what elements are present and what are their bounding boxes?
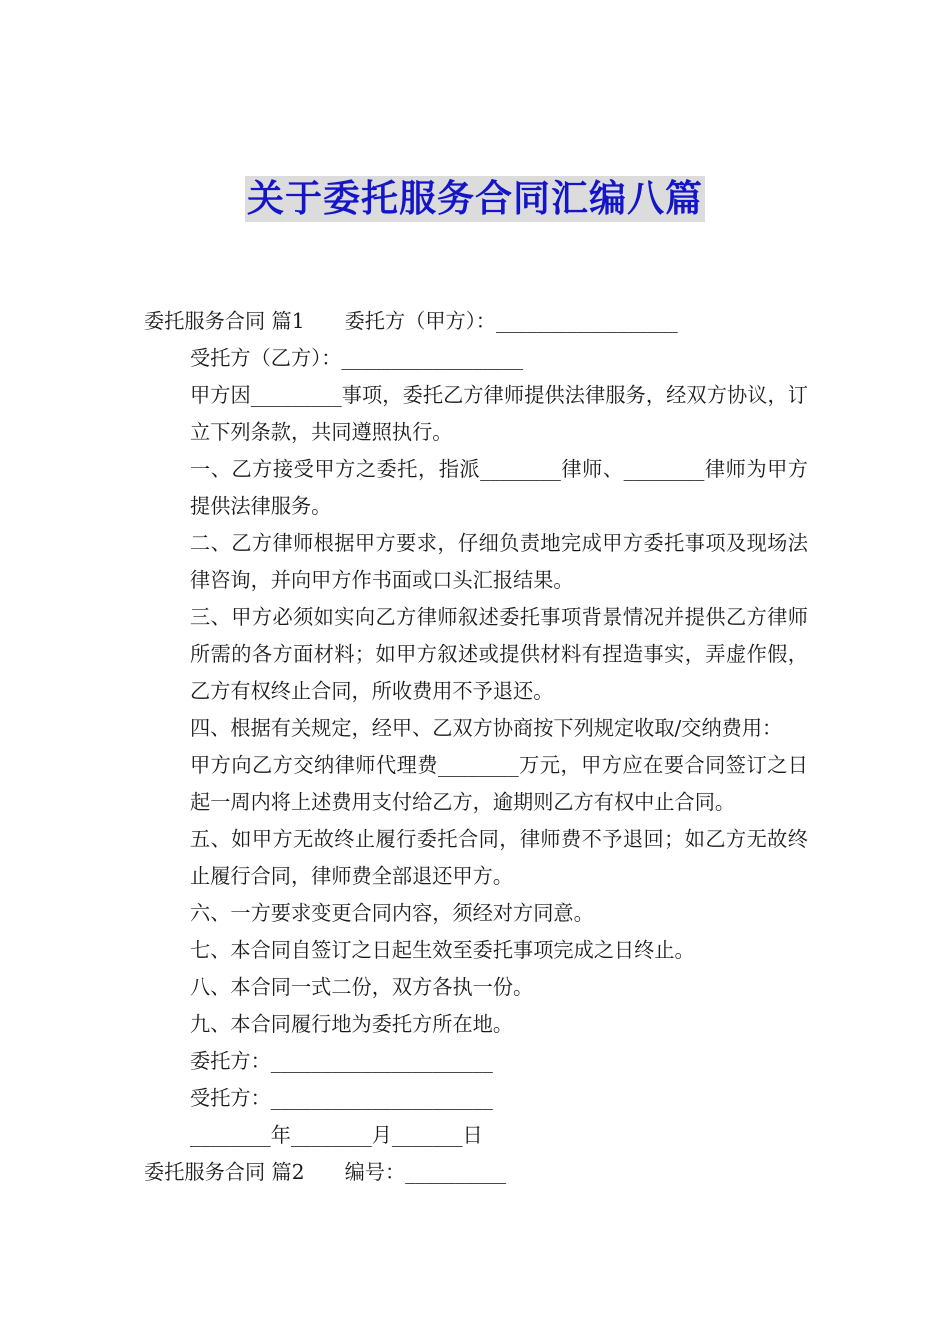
section-2-heading: 委托服务合同 篇2: [144, 1160, 305, 1184]
section-1-heading: 委托服务合同 篇1: [144, 309, 305, 333]
clause-2: 二、乙方律师根据甲方要求，仔细负责地完成甲方委托事项及现场法律咨询，并向甲方作书面或口头汇报结果。: [190, 531, 808, 592]
clause-6: 六、一方要求变更合同内容，须经对方同意。: [190, 901, 594, 925]
clause-7: 七、本合同自签订之日起生效至委托事项完成之日终止。: [190, 938, 695, 962]
contract-number-field: 编号：__________: [344, 1160, 507, 1184]
date-line: ________年________月_______日: [190, 1123, 483, 1147]
clause-1: 一、乙方接受甲方之委托，指派________律师、________律师为甲方提供法律服务。: [190, 457, 808, 518]
agent-signature-line: 受托方：______________________: [190, 1086, 493, 1110]
clause-9: 九、本合同履行地为委托方所在地。: [190, 1012, 514, 1036]
document-title: 关于委托服务合同汇编八篇: [247, 177, 703, 220]
section-1-heading-line: [144, 303, 808, 340]
title-container: [0, 176, 950, 222]
clause-3: 三、甲方必须如实向乙方律师叙述委托事项背景情况并提供乙方律师所需的各方面材料；如甲方叙述或提供材料有捏造事实，弄虚作假，乙方有权终止合同，所收费用不予退还。: [190, 605, 808, 703]
clause-8: 八、本合同一式二份，双方各执一份。: [190, 975, 534, 999]
fee-paragraph: 甲方向乙方交纳律师代理费________万元，甲方应在要合同签订之日起一周内将上述费用支付给乙方，逾期则乙方有权中止合同。: [190, 753, 808, 814]
clause-4: 四、根据有关规定，经甲、乙双方协商按下列规定收取/交纳费用：: [190, 716, 783, 740]
client-signature-line: 委托方：______________________: [190, 1049, 493, 1073]
section-2-heading-line: [144, 1154, 808, 1191]
agent-party-field: 受托方（乙方）：__________________: [190, 346, 524, 370]
client-party-field: 委托方（甲方）：__________________: [344, 309, 678, 333]
paragraph-preamble: 甲方因_________事项，委托乙方律师提供法律服务，经双方协议，订立下列条款，共同遵照执行。: [190, 383, 808, 444]
clause-5: 五、如甲方无故终止履行委托合同，律师费不予退回；如乙方无故终止履行合同，律师费全部退还甲方。: [190, 827, 808, 888]
document-body: [144, 303, 808, 1191]
